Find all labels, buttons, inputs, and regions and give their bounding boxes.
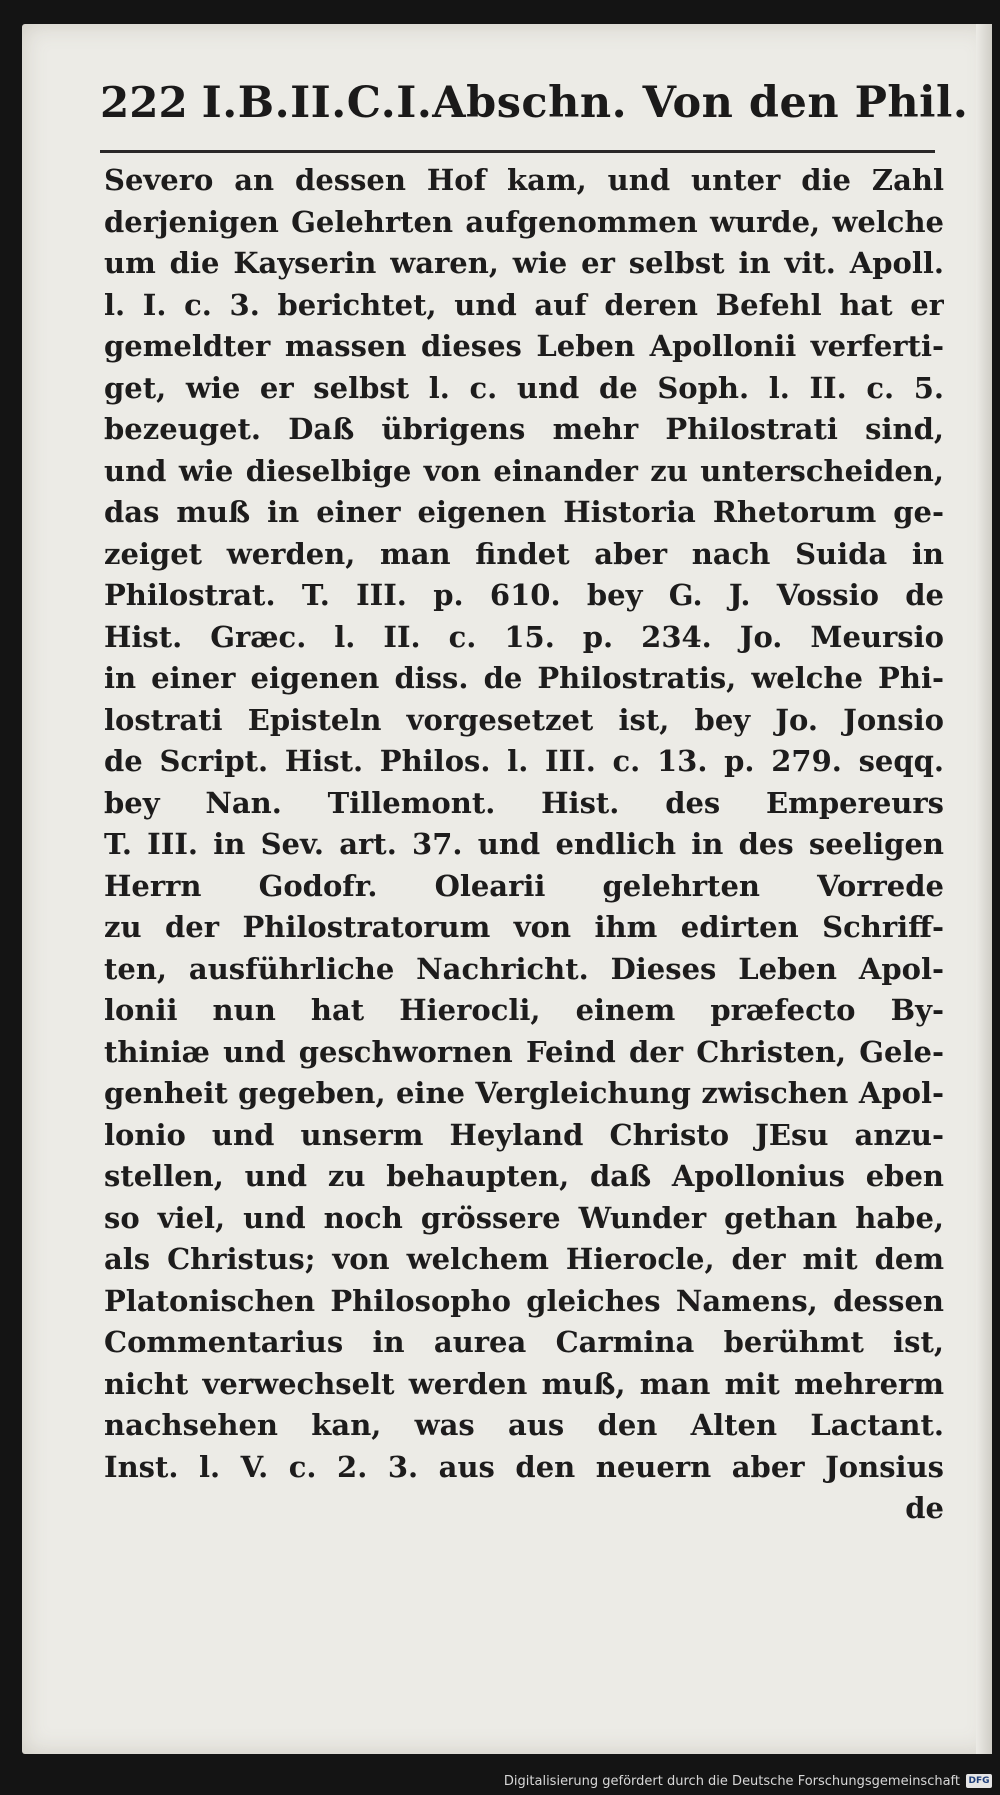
digitization-footer [504,1771,992,1791]
running-head: I.B.II.C.I.Abschn. Von den Phil. [201,78,969,128]
text-line: lostrati Episteln vorgesetzet ist, bey Jo. Jonsio [104,702,944,737]
text-line: Commentarius in aurea Carmina berühmt ist, [104,1325,944,1359]
text-line: nicht verwechselt werden muß, man mit mehrerm [104,1366,944,1401]
text-line: als Christus; von welchem Hierocle, der mit dem [104,1242,944,1276]
page-edge-shadow [976,24,992,1754]
text-line: in einer eigenen diss. de Philostratis, welche Phi- [104,661,944,695]
dfg-logo-icon: DFG [966,1774,992,1788]
text-line: und wie dieselbige von einander zu unterscheiden, [104,453,944,488]
text-line: derjenigen Gelehrten aufgenommen wurde, welche [104,204,944,239]
page-number: 222 [100,78,188,127]
text-line: stellen, und zu behaupten, daß Apollonius eben [104,1159,944,1193]
text-line: de [905,1491,944,1525]
text-line: get, wie er selbst l. c. und de Soph. l. II. c. 5. [104,370,944,405]
text-line: so viel, und noch grössere Wunder gethan habe, [104,1200,944,1235]
text-line: um die Kayserin waren, wie er selbst in vit. Apoll. [104,246,944,280]
text-line: ten, ausführliche Nachricht. Dieses Leben Apol- [104,951,944,986]
text-line: Philostrat. T. III. p. 610. bey G. J. Vossio de [104,578,944,612]
text-line: bezeuget. Daß übrigens mehr Philostrati sind, [104,412,944,446]
text-line: zu der Philostratorum von ihm edirten Schriff- [104,910,944,944]
text-line: Platonischen Philosopho gleiches Namens, dessen [104,1283,944,1318]
text-line: lonii nun hat Hierocli, einem præfecto By- [104,993,944,1027]
text-line: T. III. in Sev. art. 37. und endlich in des seeligen [104,827,944,861]
text-line: Herrn Godofr. Olearii gelehrten Vorrede [104,868,944,903]
text-line: Severo an dessen Hof kam, und unter die Zahl [104,163,944,197]
text-line: de Script. Hist. Philos. l. III. c. 13. p. 279. seqq. [104,744,944,778]
text-line: lonio und unserm Heyland Christo JEsu anzu- [104,1117,944,1152]
page-header [100,78,969,148]
text-line: l. I. c. 3. berichtet, und auf deren Befehl hat er [104,287,944,322]
text-line: gemeldter massen dieses Leben Apollonii verferti- [104,329,944,363]
text-line: Hist. Græc. l. II. c. 15. p. 234. Jo. Meursio [104,619,944,654]
text-line: Inst. l. V. c. 2. 3. aus den neuern aber Jonsius [104,1449,944,1484]
text-line: zeiget werden, man findet aber nach Suida in [104,536,944,571]
footer-credit: Digitalisierung gefördert durch die Deutsche Forschungsgemeinschaft [503,1773,960,1789]
text-line: genheit gegeben, eine Vergleichung zwischen Apol- [104,1076,944,1110]
text-line: bey Nan. Tillemont. Hist. des Empereurs [104,785,944,820]
header-rule [100,150,935,153]
body-text [104,160,944,1530]
text-line: das muß in einer eigenen Historia Rhetorum ge- [104,495,944,529]
text-line: nachsehen kan, was aus den Alten Lactant. [104,1408,944,1442]
text-line: thiniæ und geschwornen Feind der Christen, Gele- [104,1034,944,1069]
